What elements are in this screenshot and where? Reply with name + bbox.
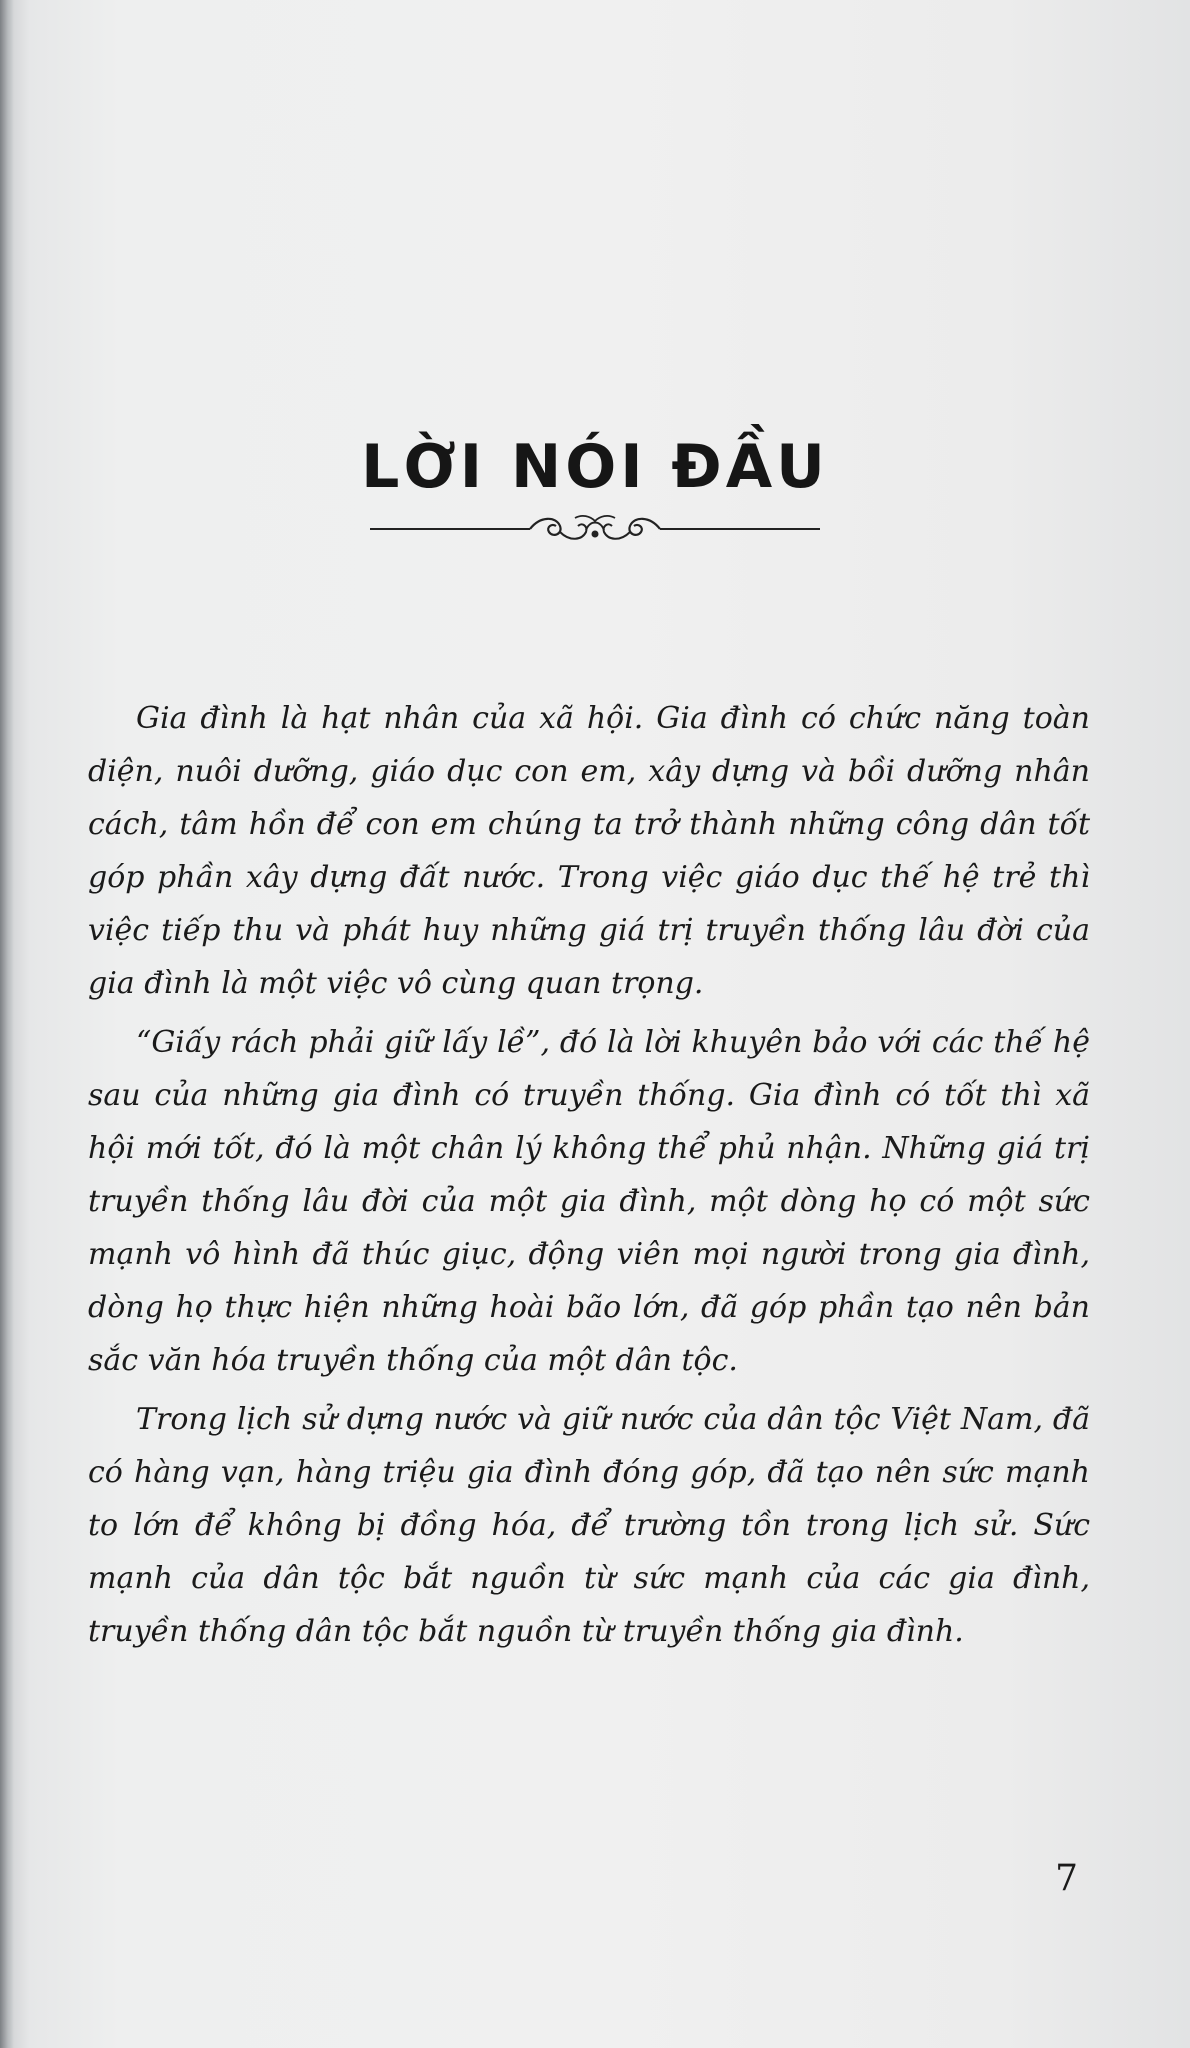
preface-paragraph-1: Gia đình là hạt nhân của xã hội. Gia đình có chức năng toàn diện, nuôi dưỡng, giáo dục con em, xây dựng và bồi dưỡng nhân cách, tâm hồn để con em chúng ta trở thành những công dân tốt góp phần xây dựng đất nước. Trong việc giáo dục thế hệ trẻ thì việc tiếp thu và phát huy những giá trị truyền thống lâu đời của gia đình là một việc vô cùng quan trọng. <box>88 701 1090 1001</box>
book-spine-shadow <box>0 0 14 2048</box>
chapter-heading: LỜI NÓI ĐẦU <box>361 432 829 502</box>
scroll-flourish-divider-icon <box>370 512 820 546</box>
preface-paragraph-3: Trong lịch sử dựng nước và giữ nước của dân tộc Việt Nam, đã có hàng vạn, hàng triệu gia đình đóng góp, đã tạo nên sức mạnh to lớn để không bị đồng hóa, để trường tồn trong lịch sử. Sức mạnh của dân tộc bắt nguồn từ sức mạnh của các gia đình, truyền thống dân tộc bắt nguồn từ truyền thống gia đình. <box>88 1402 1090 1649</box>
preface-paragraph-2: “Giấy rách phải giữ lấy lề”, đó là lời khuyên bảo với các thế hệ sau của những gia đình có truyền thống. Gia đình có tốt thì xã hội mới tốt, đó là một chân lý không thể phủ nhận. Những giá trị truyền thống lâu đời của một gia đình, một dòng họ có một sức mạnh vô hình đã thúc giục, động viên mọi người trong gia đình, dòng họ thực hiện những hoài bão lớn, đã góp phần tạo nên bản sắc văn hóa truyền thống của một dân tộc. <box>88 1025 1090 1378</box>
preface-body <box>88 692 1090 1658</box>
page-number: 7 <box>1055 1858 1078 1899</box>
